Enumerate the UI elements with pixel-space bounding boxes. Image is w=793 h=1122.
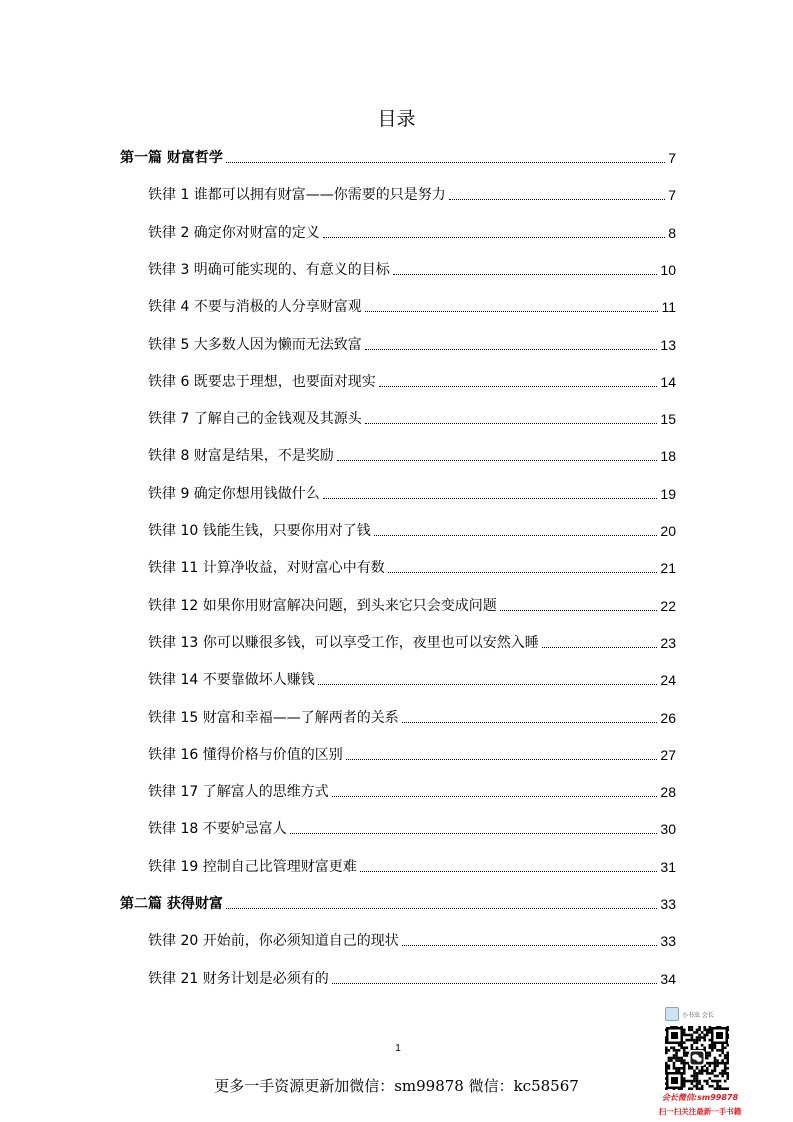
toc-entry-label: 铁律 18 不要妒忌富人 [148,821,287,838]
toc-entry-label: 铁律 16 懂得价格与价值的区别 [148,746,343,763]
toc-dot-leader [393,274,658,275]
toc-dot-leader [346,759,658,760]
toc-entry-page: 13 [660,336,676,353]
toc-entry-page: 30 [660,821,676,838]
qr-header [665,1006,735,1022]
toc-dot-leader [290,833,658,834]
qr-code-icon [665,1026,729,1090]
toc-entry[interactable] [148,968,676,988]
toc-dot-leader [323,498,658,499]
toc-dot-leader [226,908,658,909]
toc-entry-page: 26 [660,709,676,726]
qr-widget [640,1000,760,1122]
toc-entry[interactable] [148,557,676,577]
toc-entry-page: 21 [660,560,676,577]
toc-entry[interactable] [148,707,676,727]
toc-dot-leader [365,423,658,424]
toc-entry-label: 铁律 11 计算净收益，对财富心中有数 [148,560,385,577]
toc-entry-page: 19 [660,485,676,502]
toc-entry[interactable] [148,818,676,838]
toc-entry-page: 7 [668,187,676,204]
toc-entry-page: 18 [660,448,676,465]
toc-dot-leader [449,199,665,200]
toc-entry-label: 铁律 9 确定你想用钱做什么 [148,485,320,502]
toc-entry-label: 铁律 12 如果你用财富解决问题，到头来它只会变成问题 [148,597,497,614]
toc-dot-leader [379,386,658,387]
toc-entry-label: 铁律 21 财务计划是必须有的 [148,970,329,987]
toc-dot-leader [318,684,658,685]
toc-entry-label: 铁律 2 确定你对财富的定义 [148,224,320,241]
toc-entry[interactable] [148,632,676,652]
toc-entry-label: 第一篇 财富哲学 [120,150,223,166]
toc-entry-label: 第二篇 获得财富 [120,896,223,912]
toc-entry-page: 33 [660,933,676,950]
toc-dot-leader [542,647,658,648]
toc-entry-page: 8 [668,224,676,241]
toc-entry-page: 20 [660,523,676,539]
toc-dot-leader [226,162,665,163]
toc-entry[interactable] [148,371,676,391]
toc-entry-page: 11 [661,299,676,316]
toc-entry-page: 7 [668,150,676,166]
toc-entry-page: 15 [660,411,676,428]
toc-entry-label: 铁律 20 开始前，你必须知道自己的现状 [148,933,399,950]
toc-entry[interactable] [148,334,676,354]
toc-dot-leader [360,871,658,872]
toc-entry-page: 34 [660,970,676,987]
toc-entry-page: 23 [660,634,676,651]
toc-entry[interactable] [148,930,676,950]
toc-entry-label: 铁律 5 大多数人因为懒而无法致富 [148,336,362,353]
footer-note: 更多一手资源更新加微信：sm99878 微信：kc58567 [214,1077,579,1095]
toc-entry[interactable] [148,744,676,764]
toc-dot-leader [388,572,658,573]
toc-dot-leader [332,983,658,984]
toc-entry-label: 铁律 17 了解富人的思维方式 [148,784,329,801]
toc-entry[interactable] [148,595,676,615]
toc-entry-label: 铁律 3 明确可能实现的、有意义的目标 [148,261,390,278]
toc-dot-leader [402,945,658,946]
toc-entry-page: 27 [660,746,676,763]
toc-entry[interactable] [148,445,676,465]
toc-entry[interactable] [148,184,676,204]
toc-entry[interactable] [148,222,676,242]
toc-entry[interactable] [148,259,676,279]
toc-entry-page: 28 [660,784,676,801]
page-number: 1 [395,1043,401,1054]
toc-entry-label: 铁律 10 钱能生钱，只要你用对了钱 [148,523,371,539]
qr-caption-scan: 扫一扫关注最新一手书籍 [658,1107,742,1116]
toc-entry-page: 31 [660,858,676,875]
toc-entry-page: 33 [660,896,676,912]
toc-entry-page: 14 [660,373,676,390]
toc-dot-leader [365,311,659,312]
toc-part-heading[interactable] [120,147,676,167]
toc-dot-leader [323,237,665,238]
toc-entry[interactable] [148,483,676,503]
qr-header-text: 小书虫 会长 [682,1011,714,1019]
toc-entry[interactable] [148,408,676,428]
toc-entry-label: 铁律 1 谁都可以拥有财富——你需要的只是努力 [148,187,446,204]
toc-entry[interactable] [148,856,676,876]
toc-entry-label: 铁律 6 既要忠于理想，也要面对现实 [148,373,376,390]
toc-part-heading[interactable] [120,893,676,913]
toc-entry-label: 铁律 19 控制自己比管理财富更难 [148,858,357,875]
toc-entry-page: 22 [660,597,676,614]
toc-entry[interactable] [148,669,676,689]
toc-entry-label: 铁律 4 不要与消极的人分享财富观 [148,299,362,316]
toc-entry-page: 24 [660,672,676,689]
qr-caption-wechat-id: 会长微信:sm99878 [661,1093,739,1102]
page-title: 目录 [377,108,416,130]
toc-entry-label: 铁律 15 财富和幸福——了解两者的关系 [148,709,399,726]
toc-dot-leader [374,535,658,536]
toc-entry-label: 铁律 13 你可以赚很多钱，可以享受工作，夜里也可以安然入睡 [148,634,539,651]
toc-entry[interactable] [148,296,676,316]
toc-dot-leader [402,722,658,723]
toc-dot-leader [337,460,658,461]
toc-entry[interactable] [148,781,676,801]
toc-entry[interactable] [148,520,676,540]
toc-entry-page: 10 [660,261,676,278]
toc-entry-label: 铁律 8 财富是结果，不是奖励 [148,448,334,465]
toc-dot-leader [332,796,658,797]
toc-entry-label: 铁律 7 了解自己的金钱观及其源头 [148,411,362,428]
avatar [665,1007,679,1021]
toc-entry-label: 铁律 14 不要靠做坏人赚钱 [148,672,315,689]
toc-dot-leader [500,610,658,611]
toc-dot-leader [365,349,658,350]
